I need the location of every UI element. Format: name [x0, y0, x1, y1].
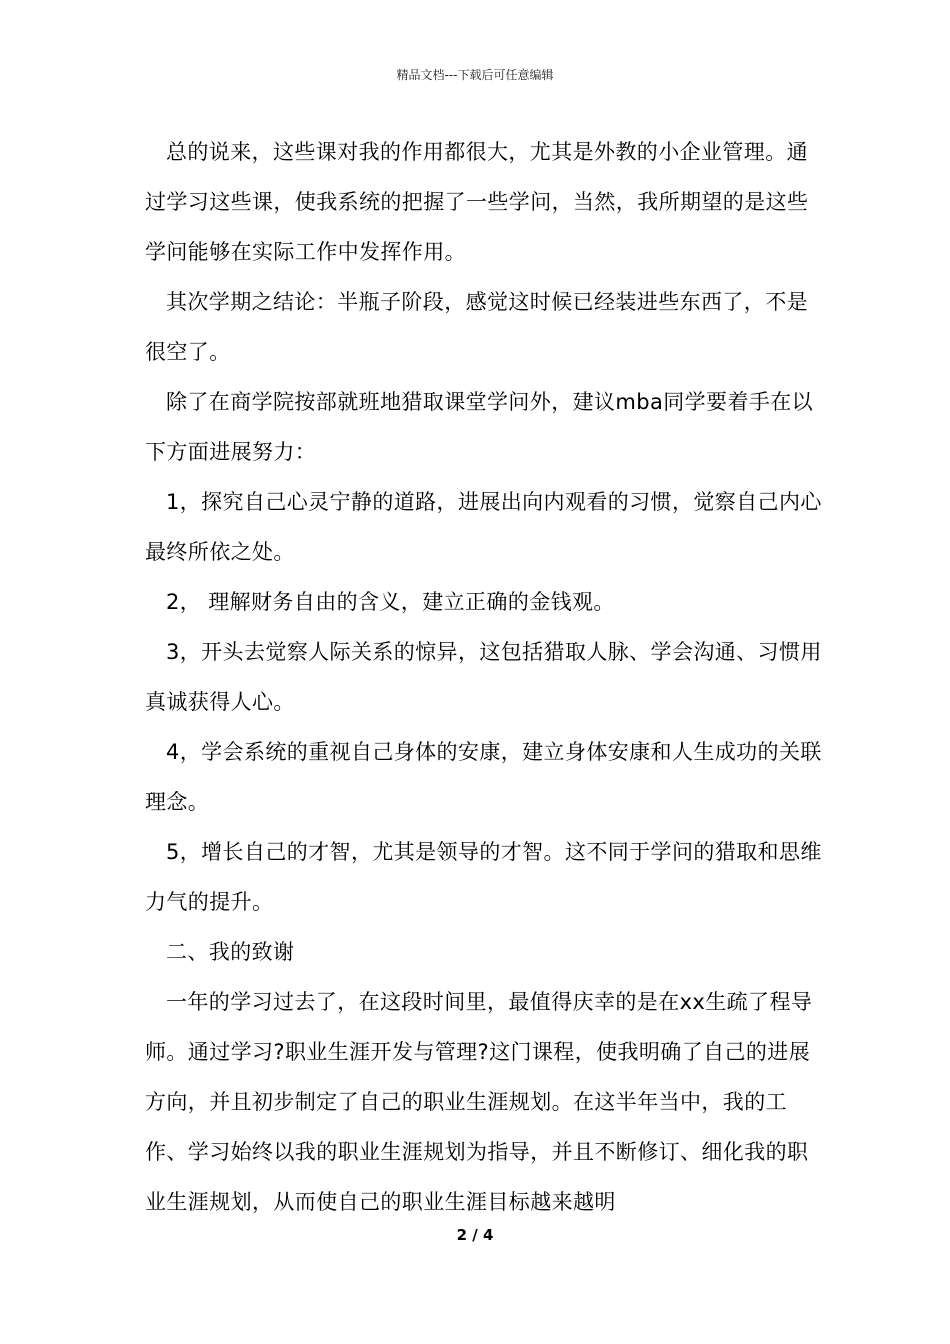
list-item-5: 5，增长自己的才智，尤其是领导的才智。这不同于学问的猎取和思维力气的提升。 — [145, 840, 822, 914]
list-item-2: 2， 理解财务自由的含义，建立正确的金钱观。 — [166, 590, 615, 614]
page-header: 精品文档---下载后可任意编辑 — [396, 68, 554, 82]
page-number: 2 / 4 — [456, 1226, 494, 1244]
document-body — [145, 127, 825, 1227]
list-item-4: 4，学会系统的重视自己身体的安康，建立身体安康和人生成功的关联理念。 — [145, 740, 822, 814]
paragraph-second-semester: 其次学期之结论：半瓶子阶段，感觉这时候已经装进些东西了，不是很空了。 — [145, 290, 808, 364]
paragraph-suggestion: 除了在商学院按部就班地猎取课堂学问外，建议mba同学要着手在以下方面进展努力： — [145, 390, 814, 464]
paragraph-summary: 总的说来，这些课对我的作用都很大，尤其是外教的小企业管理。通过学习这些课，使我系统的把握了一些学问，当然，我所期望的是这些学问能够在实际工作中发挥作用。 — [145, 140, 809, 264]
section-heading-thanks: 二、我的致谢 — [166, 940, 295, 964]
list-item-1: 1，探究自己心灵宁静的道路，进展出向内观看的习惯，觉察自己内心最终所依之处。 — [145, 490, 822, 564]
list-item-3: 3，开头去觉察人际关系的惊异，这包括猎取人脉、学会沟通、习惯用真诚获得人心。 — [145, 640, 822, 714]
paragraph-thanks: 一年的学习过去了，在这段时间里，最值得庆幸的是在xx生疏了程导师。通过学习?职业生涯开发与管理?这门课程，使我明确了自己的进展方向，并且初步制定了自己的职业生涯规划。在这半年当中，我的工作、学习始终以我的职业生涯规划为指导，并且不断修订、细化我的职业生涯规划，从而使自己的职业生涯目标越来越明 — [145, 990, 813, 1214]
